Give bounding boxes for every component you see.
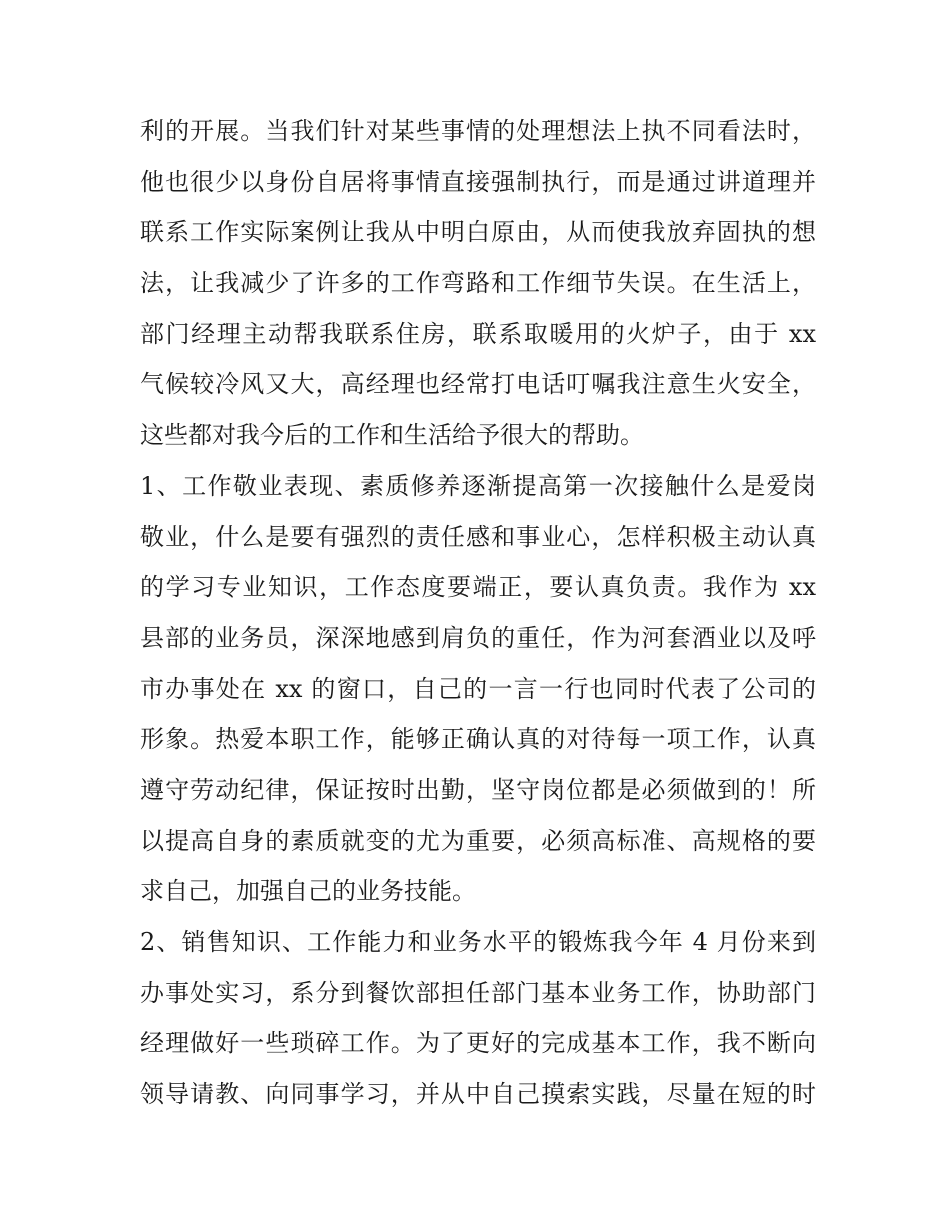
text-line: 经理做好一些琐碎工作。为了更好的完成基本工作，我不断向	[140, 1029, 816, 1058]
text-line: 领导请教、向同事学习，并从中自己摸索实践，尽量在短的时	[140, 1080, 816, 1109]
text-line: 办事处实习，系分到餐饮部担任部门基本业务工作，协助部门	[140, 978, 816, 1007]
text-line: 法，让我减少了许多的工作弯路和工作细节失误。在生活上，	[140, 269, 816, 298]
text-line: 市办事处在 xx 的窗口，自己的一言一行也同时代表了公司的	[140, 674, 816, 703]
text-line: 气候较冷风又大，高经理也经常打电话叮嘱我注意生火安全，	[140, 370, 816, 399]
text-line: 利的开展。当我们针对某些事情的处理想法上执不同看法时，	[140, 117, 816, 145]
text-line: 形象。热爱本职工作，能够正确认真的对待每一项工作，认真	[140, 725, 816, 754]
body-text	[140, 106, 816, 1120]
text-line: 遵守劳动纪律，保证按时出勤，坚守岗位都是必须做到的！所	[140, 775, 816, 804]
text-line: 联系工作实际案例让我从中明白原由，从而使我放弃固执的想	[140, 218, 816, 247]
text-line: 求自己，加强自己的业务技能。	[140, 877, 476, 906]
text-line: 他也很少以身份自居将事情直接强制执行，而是通过讲道理并	[140, 167, 816, 196]
text-line: 2、销售知识、工作能力和业务水平的锻炼我今年 4 月份来到	[140, 928, 816, 956]
text-line: 县部的业务员，深深地感到肩负的重任，作为河套酒业以及呼	[140, 623, 816, 652]
text-line: 部门经理主动帮我联系住房，联系取暖用的火炉子，由于 xx	[140, 319, 816, 348]
text-line: 敬业，什么是要有强烈的责任感和事业心，怎样积极主动认真	[140, 522, 816, 551]
text-line: 这些都对我今后的工作和生活给予很大的帮助。	[140, 421, 644, 450]
text-line: 1、工作敬业表现、素质修养逐渐提高第一次接触什么是爱岗	[140, 471, 816, 500]
text-line: 以提高自身的素质就变的尤为重要，必须高标准、高规格的要	[140, 826, 816, 855]
text-line: 的学习专业知识，工作态度要端正，要认真负责。我作为 xx	[140, 573, 816, 602]
